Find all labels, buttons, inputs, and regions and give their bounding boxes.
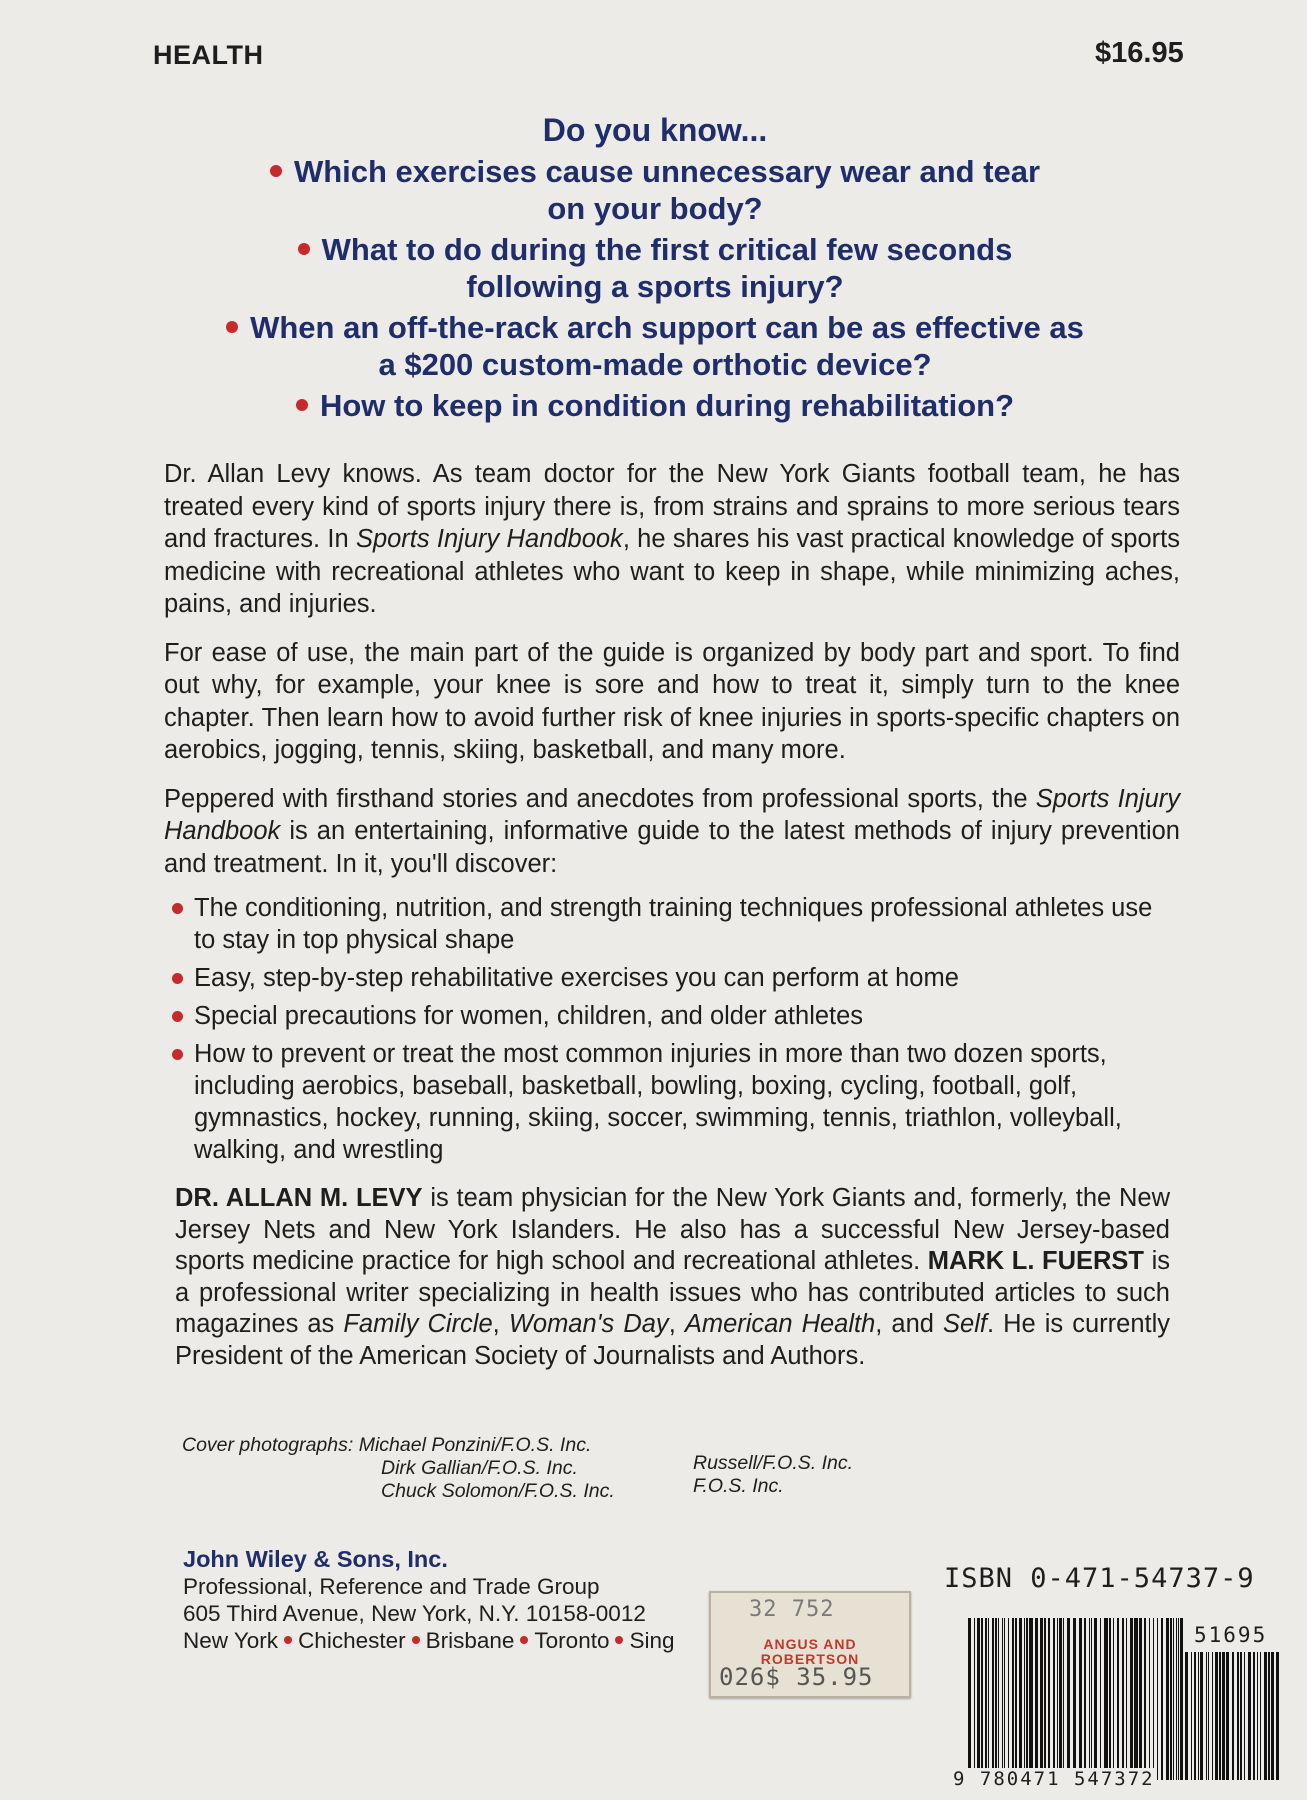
barcode-addon-number: 51695 (1194, 1623, 1268, 1647)
barcode-icon (968, 1618, 1184, 1780)
text-run: is an entertaining, informative guide to the latest methods of injury prevention and treatment. In it, you'll discover: (164, 817, 1180, 878)
magazine-name: Woman's Day (508, 1310, 669, 1338)
question-item (160, 387, 1150, 424)
bullet-dot-icon (172, 973, 183, 984)
magazine-name: American Health (684, 1310, 876, 1338)
book-title: Sports Injury Handbook (355, 525, 623, 553)
bullet-dot-icon (284, 1636, 292, 1644)
price-label: $16.95 (1095, 37, 1184, 69)
text-run: Peppered with firsthand stories and anecdotes from professional sports, the (164, 784, 1036, 813)
credit-line (182, 1434, 615, 1457)
bullet-dot-icon (226, 321, 238, 333)
list-item (170, 1000, 1180, 1032)
publisher-cities (183, 1627, 713, 1654)
text-run: . He is currently President of the American Society of Journalists and Authors. (175, 1310, 1171, 1370)
credit-name: Russell/F.O.S. Inc. (693, 1452, 854, 1474)
sticker-price: 026$ 35.95 (719, 1663, 874, 1691)
text-run: Dr. Allan Levy knows. As team doctor for the New York Giants football team, he has treated every kind of sports injury there is, from strains and sprains to more serious tears and fractures. In (164, 460, 1180, 553)
city: Brisbane (425, 1628, 515, 1653)
credit-name: Dirk Gallian/F.O.S. Inc. (381, 1457, 578, 1479)
discover-list (170, 892, 1180, 1172)
discover-paragraph (164, 783, 1180, 881)
text-run: is a professional writer specializing in health issues who has contributed articles to such magazines as (175, 1247, 1170, 1338)
addon-barcode-icon (1185, 1652, 1279, 1780)
bio-paragraph (175, 1183, 1170, 1372)
credit-name: Chuck Solomon/F.O.S. Inc. (381, 1480, 615, 1502)
city: New York (183, 1628, 279, 1653)
questions-title: Do you know... (542, 112, 768, 148)
list-item-text: The conditioning, nutrition, and strength training techniques professional athletes use to stay in top physical shape (194, 894, 1153, 954)
organization-paragraph: For ease of use, the main part of the guide is organized by body part and sport. To find out why, for example, your knee is sore and how to treat it, simply turn to the knee chapter. Then learn how to avoid further risk of knee injuries in sports-specific chapters on aerobics, jogging, tennis, skiing, basketball, and many more. (164, 638, 1180, 764)
question-line: How to keep in condition during rehabilitation? (319, 388, 1015, 423)
question-line: What to do during the first critical few seconds (321, 232, 1013, 267)
question-item (160, 231, 1150, 305)
book-title: Sports Injury Handbook (164, 784, 1181, 845)
cover-credits (182, 1434, 615, 1503)
bullet-dot-icon (270, 165, 282, 177)
sticker-brand-line: ANGUS AND (763, 1636, 857, 1652)
bullet-dot-icon (520, 1636, 528, 1644)
magazine-name: Self (943, 1310, 987, 1338)
list-item-text: Easy, step-by-step rehabilitative exercises you can perform at home (194, 964, 959, 992)
author-name: MARK L. FUERST (927, 1247, 1145, 1275)
city: Toronto (534, 1628, 610, 1653)
list-item-text: How to prevent or treat the most common injuries in more than two dozen sports, including aerobics, baseball, basketball, bowling, boxing, cycling, football, golf, gymnastics, hockey, running, skiing, soccer, swimming, tennis, triathlon, volleyball, walking, and wrestling (194, 1040, 1122, 1164)
city: Chichester (298, 1628, 406, 1653)
sticker-brand-line: ROBERTSON (760, 1651, 860, 1667)
credit-name: F.O.S. Inc. (693, 1475, 784, 1497)
cover-credits-right (693, 1452, 853, 1498)
bullet-dot-icon (296, 399, 308, 411)
sticker-code: 32 752 (749, 1597, 835, 1622)
magazine-name: Family Circle (343, 1310, 493, 1338)
bullet-dot-icon (615, 1636, 623, 1644)
question-item (160, 309, 1150, 383)
list-item (170, 892, 1180, 956)
publisher-group: Professional, Reference and Trade Group (183, 1574, 600, 1599)
question-line: on your body? (547, 191, 763, 226)
text-run: , (492, 1310, 509, 1338)
bullet-dot-icon (172, 1049, 183, 1060)
isbn-label: ISBN 0-471-54737-9 (944, 1563, 1255, 1594)
text-run: , (668, 1310, 685, 1338)
bullet-dot-icon (172, 903, 183, 914)
list-item-text: Special precautions for women, children, and older athletes (194, 1002, 864, 1030)
question-line: Which exercises cause unnecessary wear and tear (293, 154, 1041, 189)
publisher-name: John Wiley & Sons, Inc. (183, 1546, 448, 1572)
bullet-dot-icon (412, 1636, 420, 1644)
list-item (170, 962, 1180, 994)
text-run: , he shares his vast practical knowledge of sports medicine with recreational athletes who want to keep in shape, while minimizing aches, pains, and injuries. (164, 525, 1180, 618)
publisher-address: 605 Third Avenue, New York, N.Y. 10158-0012 (183, 1601, 646, 1626)
barcode-number: 9 780471 547372 (953, 1768, 1155, 1790)
question-line: a $200 custom-made orthotic device? (378, 347, 932, 382)
text-run: is team physician for the New York Giants and, formerly, the New Jersey Nets and New York Islanders. He also has a successful New Jersey-based sports medicine practice for high school and recreational athletes. (175, 1184, 1170, 1275)
question-item (160, 153, 1150, 227)
description (164, 458, 1180, 896)
bullet-dot-icon (172, 1011, 183, 1022)
text-run: , and (875, 1310, 944, 1338)
list-item (170, 1038, 1180, 1166)
category-label: HEALTH (153, 40, 264, 70)
author-bio (175, 1183, 1170, 1372)
bullet-dot-icon (298, 243, 310, 255)
question-line: When an off-the-rack arch support can be as effective as (250, 310, 1084, 345)
publisher-block (183, 1546, 713, 1654)
questions-block (160, 112, 1150, 428)
author-name: DR. ALLAN M. LEVY (175, 1184, 423, 1212)
credit-name: Michael Ponzini/F.O.S. Inc. (358, 1434, 592, 1456)
credits-label: Cover photographs: (182, 1434, 354, 1456)
price-sticker (709, 1591, 911, 1698)
question-line: following a sports injury? (466, 269, 844, 304)
city: Sing (629, 1628, 675, 1653)
intro-paragraph (164, 458, 1180, 621)
